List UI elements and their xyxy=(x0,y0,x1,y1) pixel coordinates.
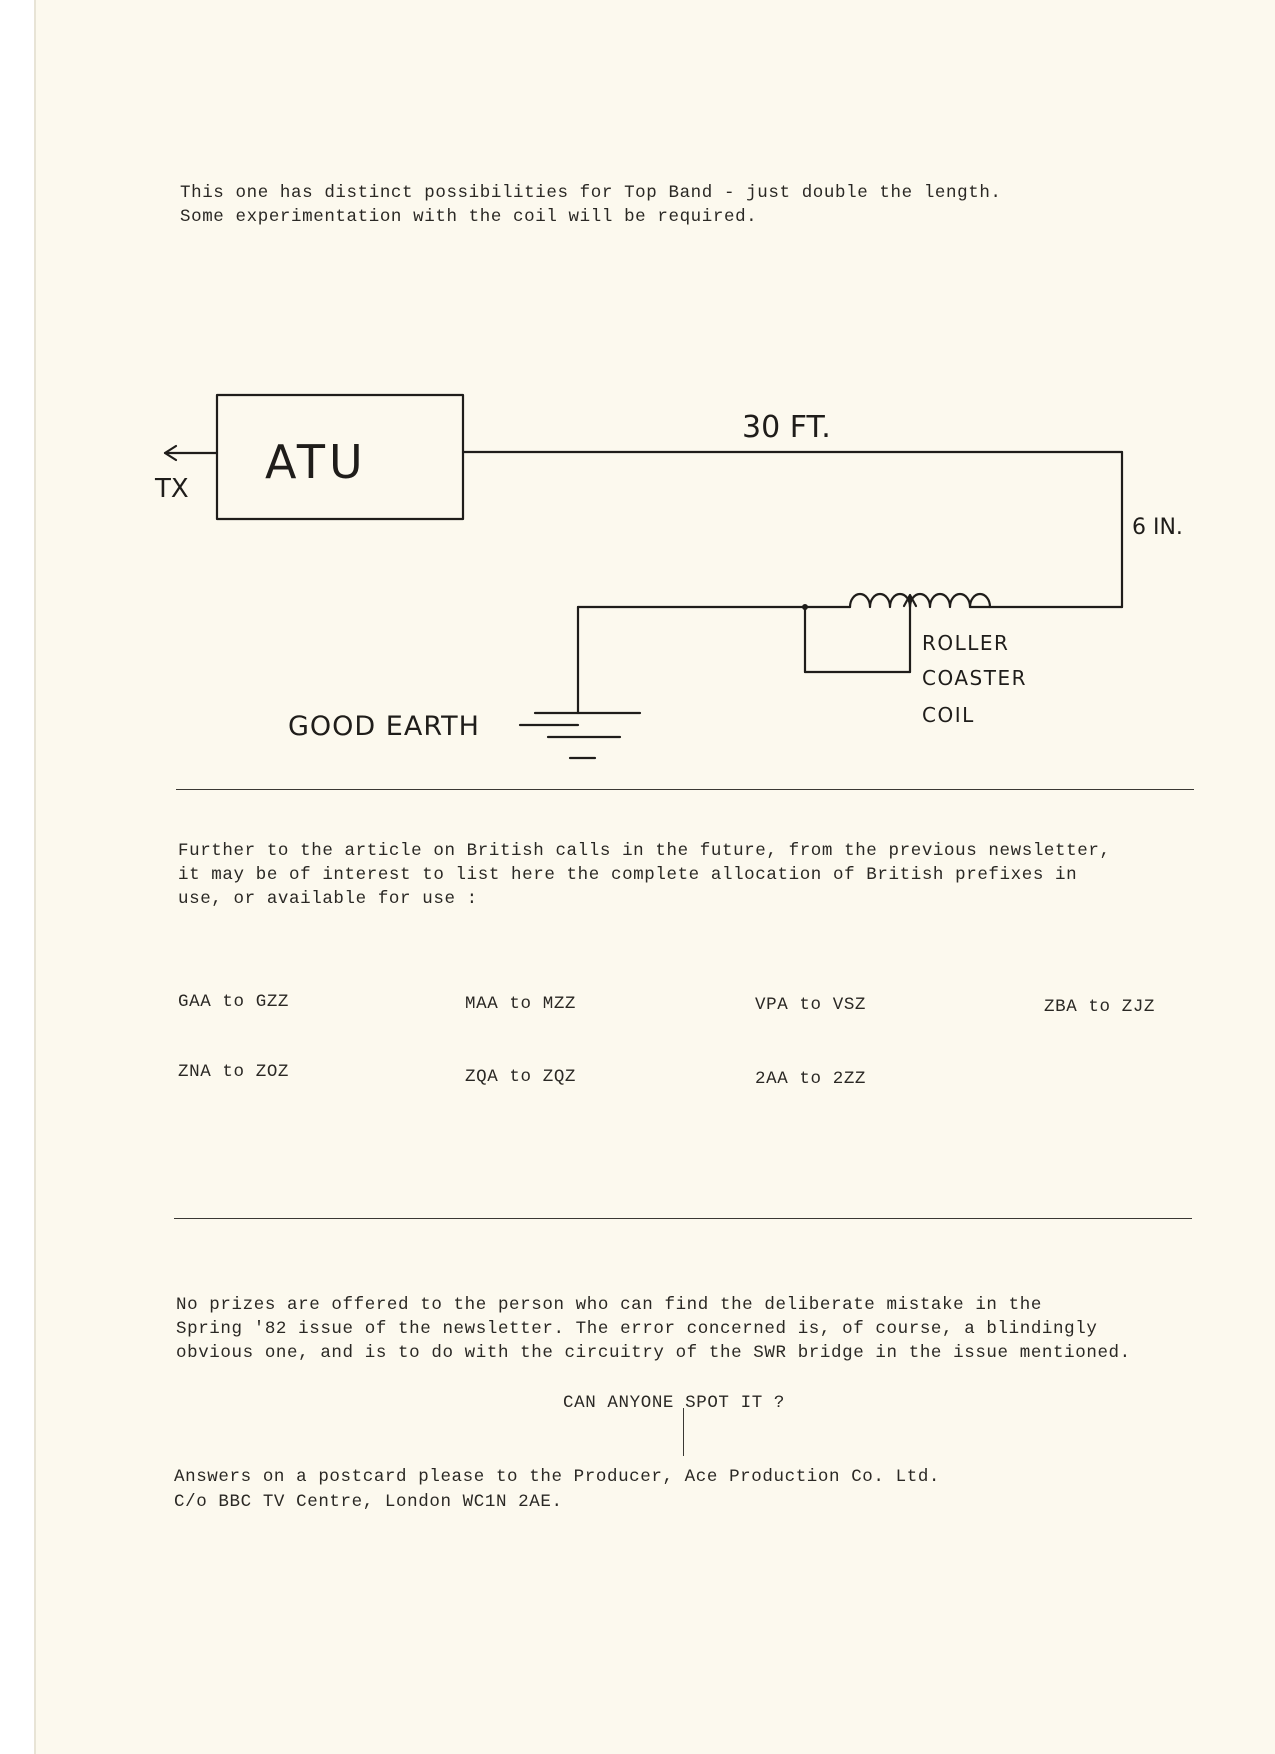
prefix-range: ZQA to ZQZ xyxy=(465,1067,577,1087)
prizes-line-2: Spring '82 issue of the newsletter. The error concerned is, of course, a blindingly xyxy=(176,1319,1098,1339)
drop-length-label: 6 IN. xyxy=(1132,515,1183,540)
junction-dot xyxy=(802,604,808,610)
coil-label-roller: ROLLER xyxy=(922,631,1010,655)
answers-line-2: C/o BBC TV Centre, London WC1N 2AE. xyxy=(174,1492,563,1512)
atu-label: ATU xyxy=(265,435,367,489)
coil-label-coil: COIL xyxy=(922,703,975,727)
prizes-line-3: obvious one, and is to do with the circuitry of the SWR bridge in the issue mentioned. xyxy=(176,1343,1131,1363)
prefix-intro-line-2: it may be of interest to list here the complete allocation of British prefixes in xyxy=(178,865,1078,885)
tx-label: TX xyxy=(155,474,189,504)
spot-it-heading: CAN ANYONE SPOT IT ? xyxy=(563,1393,786,1413)
section-divider-2 xyxy=(174,1218,1192,1219)
coil-label-coaster: COASTER xyxy=(922,666,1027,690)
intro-line-1: This one has distinct possibilities for Top Band - just double the length. xyxy=(180,183,1002,203)
earth-label: GOOD EARTH xyxy=(288,711,480,742)
roller-coaster-coil-symbol xyxy=(850,594,990,607)
prefix-intro-line-1: Further to the article on British calls in the future, from the previous newsletter, xyxy=(178,841,1111,861)
prizes-line-1: No prizes are offered to the person who can find the deliberate mistake in the xyxy=(176,1295,1042,1315)
prefix-range: 2AA to 2ZZ xyxy=(755,1069,867,1089)
prefix-range: MAA to MZZ xyxy=(465,994,577,1014)
prefix-range: VPA to VSZ xyxy=(755,995,867,1015)
prefix-range: GAA to GZZ xyxy=(178,992,290,1012)
prefix-range: ZNA to ZOZ xyxy=(178,1062,290,1082)
prefix-intro-line-3: use, or available for use : xyxy=(178,889,478,909)
wire-length-label: 30 FT. xyxy=(742,410,831,445)
prefix-range: ZBA to ZJZ xyxy=(1044,997,1156,1017)
heading-stroke xyxy=(683,1408,684,1456)
answers-line-1: Answers on a postcard please to the Producer, Ace Production Co. Ltd. xyxy=(174,1467,941,1487)
section-divider-1 xyxy=(176,789,1194,790)
intro-line-2: Some experimentation with the coil will be required. xyxy=(180,207,758,227)
